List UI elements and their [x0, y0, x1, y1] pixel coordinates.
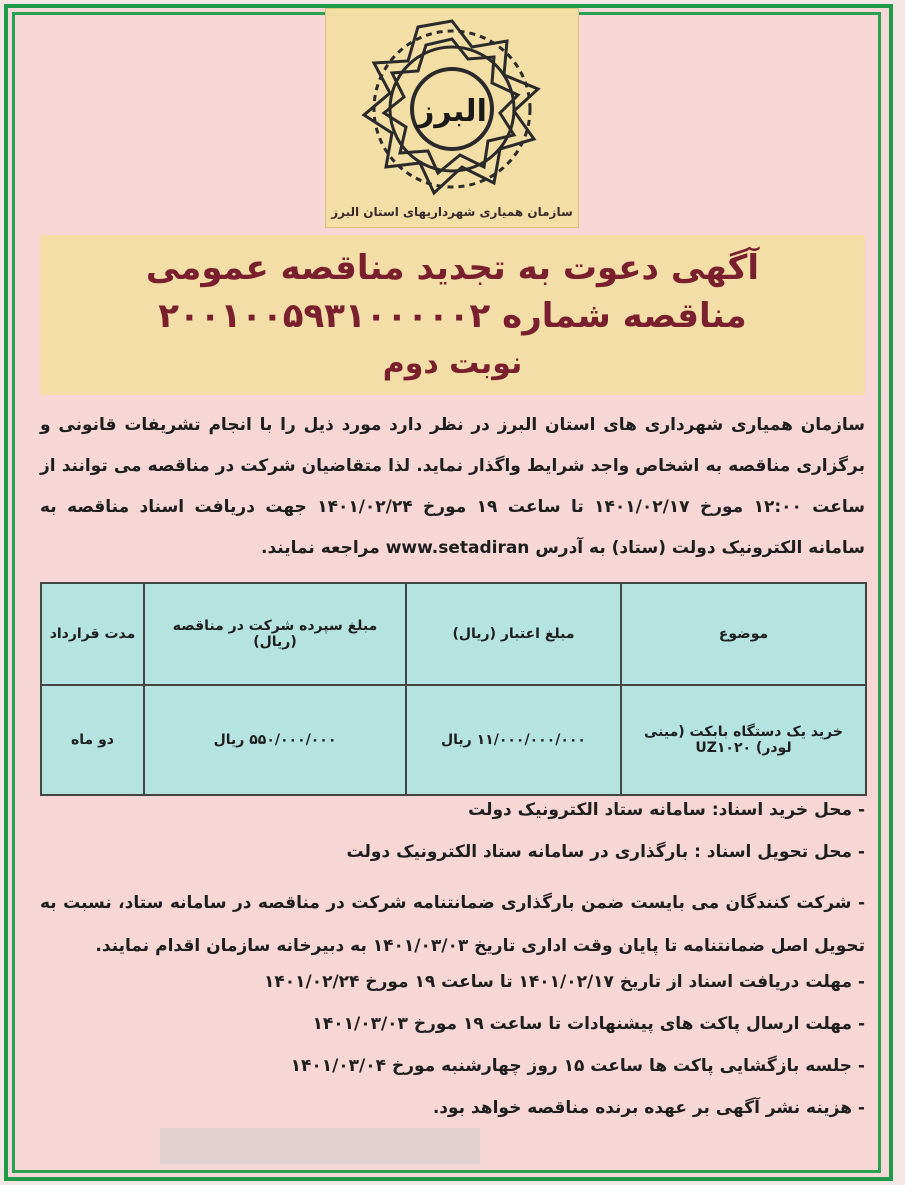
conditions-list — [40, 798, 865, 1138]
scan-shade — [160, 1128, 480, 1164]
note-receive-deadline: - مهلت دریافت اسناد از تاریخ ۱۴۰۱/۰۲/۱۷ تا ساعت ۱۹ مورخ ۱۴۰۱/۰۲/۲۴ — [264, 972, 865, 992]
header-credit-amount: مبلغ اعتبار (ریال) — [406, 583, 621, 685]
intro-text: سازمان همیاری شهرداری های استان البرز در نظر دارد مورد ذیل را با انجام تشریفات قانونی و برگزاری مناقصه به اشخاص واجد شرایط واگذار نماید. لذا متقاضیان شرکت در مناقصه می توانند از ساعت ۱۲:۰۰ مورخ ۱۴۰۱/۰۲/۱۷ تا ساعت ۱۹ مورخ ۱۴۰۱/۰۲/۲۴ جهت دریافت اسناد مناقصه به سامانه الکترونیک دولت (ستاد) به آدرس — [40, 415, 866, 558]
albarz-municipalities-emblem-icon — [326, 9, 578, 227]
table-header-row — [41, 583, 866, 685]
table-row — [41, 685, 866, 795]
setad-url-link[interactable]: www.setadiran — [385, 538, 530, 558]
note-publication-cost: - هزینه نشر آگهی بر عهده برنده مناقصه خواهد بود. — [432, 1098, 865, 1118]
tender-table — [40, 582, 867, 796]
logo — [325, 8, 579, 228]
note-purchase-location: - محل خرید اسناد: سامانه ستاد الکترونیک دولت — [468, 800, 865, 820]
note-submit-deadline: - مهلت ارسال پاکت های پیشنهادات تا ساعت ۱۹ مورخ ۱۴۰۱/۰۳/۰۳ — [312, 1014, 865, 1034]
header-subject: موضوع — [621, 583, 866, 685]
note-opening-session: - جلسه بازگشایی پاکت ها ساعت ۱۵ روز چهارشنبه مورخ ۱۴۰۱/۰۳/۰۴ — [290, 1056, 865, 1076]
cell-credit-amount: ۱۱/۰۰۰/۰۰۰/۰۰۰ ریال — [406, 685, 621, 795]
logo-wordmark: البرز — [417, 94, 487, 129]
note-delivery-location: - محل تحویل اسناد : بارگذاری در سامانه ستاد الکترونیک دولت — [346, 842, 865, 862]
note-guarantee: - شرکت کنندگان می بایست ضمن بارگذاری ضمانتنامه شرکت در مناقصه در سامانه ستاد، نسبت به تحویل اصل ضمانتنامه تا پایان وقت اداری تاریخ ۱۴۰۱/۰۳/۰۳ به دبیرخانه سازمان اقدام نمایند. — [40, 893, 865, 956]
header-deposit-amount: مبلغ سپرده شرکت در مناقصه (ریال) — [144, 583, 406, 685]
intro-suffix: مراجعه نمایند. — [261, 538, 380, 558]
cell-subject: خرید یک دستگاه بابکت (مینی لودر) UZ۱۰۲۰ — [621, 685, 866, 795]
round-label: نوبت دوم — [382, 346, 523, 381]
tender-number: مناقصه شماره ۲۰۰۱۰۰۵۹۳۱۰۰۰۰۰۲ — [158, 296, 747, 336]
intro-paragraph — [40, 405, 865, 569]
header-contract-duration: مدت قرارداد — [41, 583, 144, 685]
logo-caption: سازمان همیاری شهرداریهای استان البرز — [331, 205, 573, 219]
cell-contract-duration: دو ماه — [41, 685, 144, 795]
cell-deposit-amount: ۵۵۰/۰۰۰/۰۰۰ ریال — [144, 685, 406, 795]
page-title: آگهی دعوت به تجدید مناقصه عمومی — [145, 248, 760, 288]
